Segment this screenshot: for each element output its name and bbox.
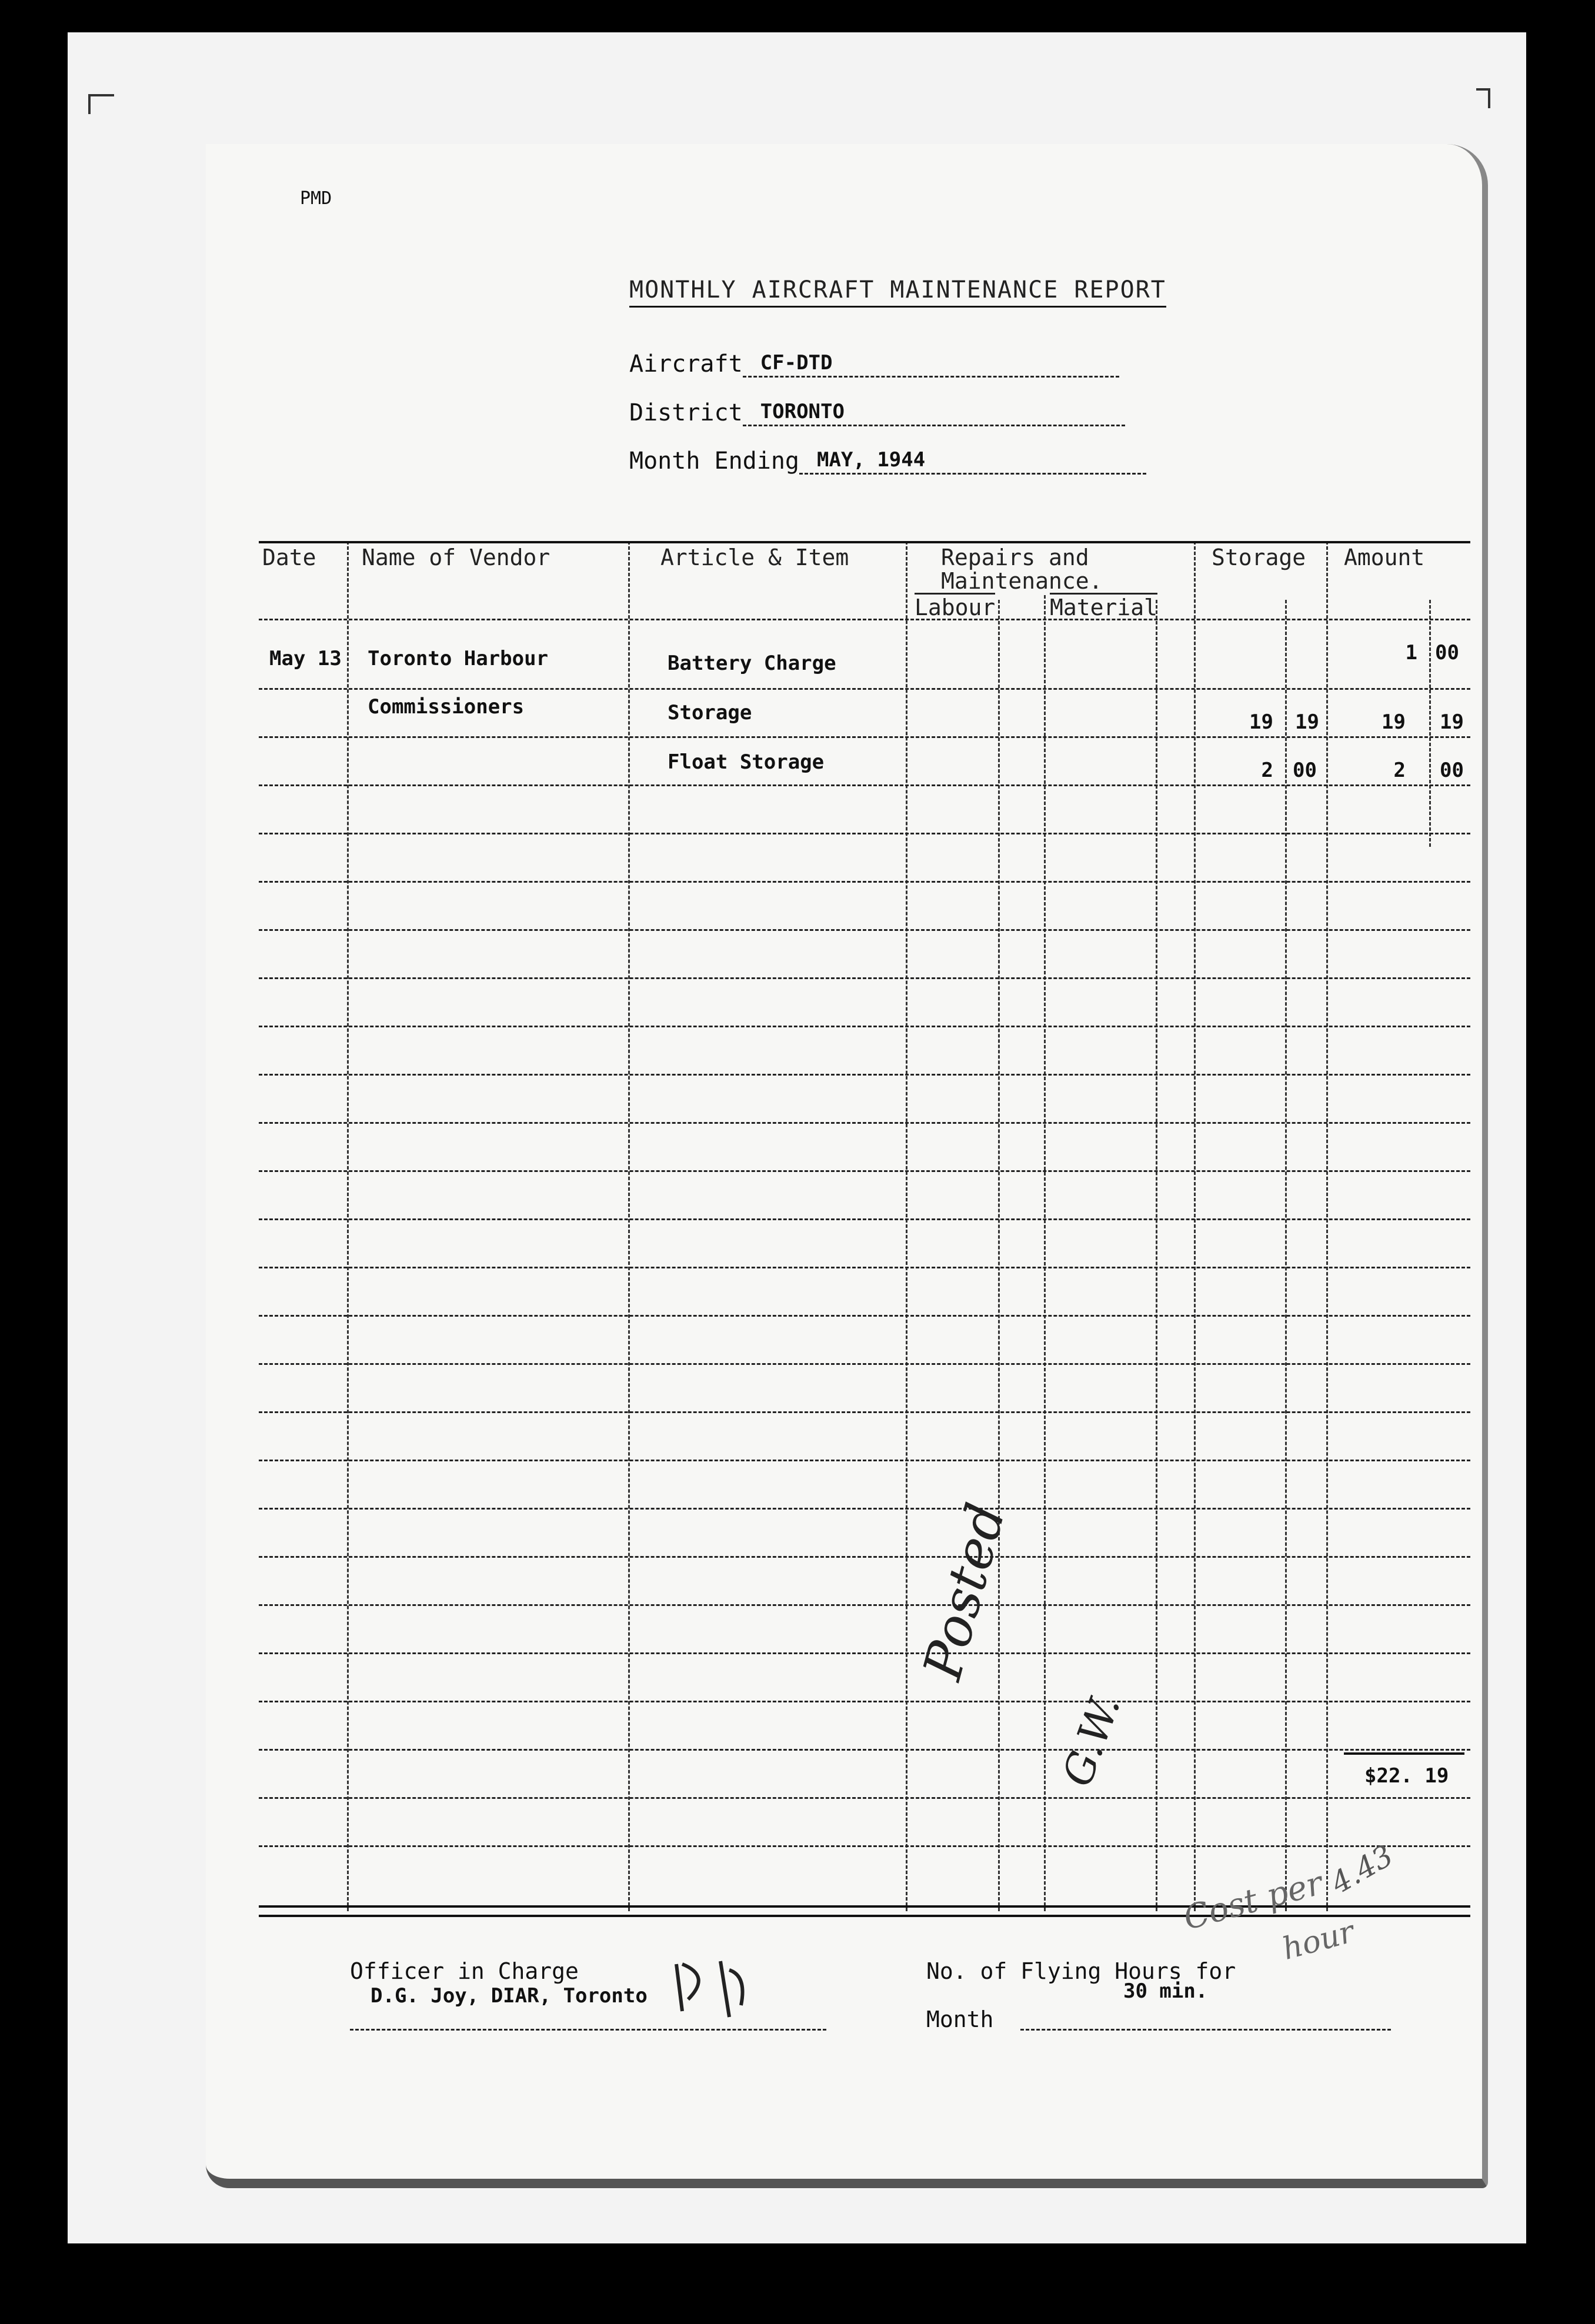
margin-note-line2: hour (1279, 1914, 1358, 1967)
report-title: MONTHLY AIRCRAFT MAINTENANCE REPORT (629, 276, 1166, 308)
officer-name (371, 1982, 648, 2008)
row-rule-13 (259, 1267, 1470, 1268)
col-rule-repairs (1194, 541, 1196, 1911)
row-rule-22 (259, 1701, 1470, 1702)
row-rule-23 (259, 1749, 1470, 1751)
row-rule-6 (259, 929, 1470, 931)
row-rule-12 (259, 1218, 1470, 1220)
district-field (629, 399, 1125, 426)
col-rule-storage-cents (1285, 600, 1287, 1911)
row-rule-19 (259, 1556, 1470, 1558)
posted-initials: G.W. (1053, 1688, 1130, 1793)
district-value: TORONTO (743, 399, 1125, 426)
col-rule-storage (1326, 541, 1328, 1911)
margin-note-line1: Cost per (1179, 1864, 1327, 1938)
crop-mark-top-right (1476, 88, 1490, 108)
header-article: Article & Item (660, 545, 849, 570)
col-rule-article (906, 541, 907, 1911)
table-top-rule (259, 541, 1470, 543)
header-amount: Amount (1344, 545, 1425, 570)
row-rule-21 (259, 1652, 1470, 1654)
header-labour: Labour (915, 593, 995, 620)
row-3-article: Float Storage (668, 750, 825, 774)
aircraft-value: CF-DTD (743, 350, 1119, 378)
row-rule-10 (259, 1122, 1470, 1124)
posted-handwriting: Posted (912, 1497, 1018, 1687)
month-ending-label: Month Ending (629, 448, 799, 475)
maintenance-table (259, 541, 1470, 1967)
col-rule-amount-cents (1429, 600, 1431, 847)
row-rule-18 (259, 1508, 1470, 1510)
col-rule-material-cents (1156, 600, 1157, 1911)
col-rule-vendor (628, 541, 630, 1911)
row-rule-5 (259, 881, 1470, 883)
corner-initials: PMD (300, 188, 332, 209)
month-ending-field (629, 447, 1146, 475)
flying-hours-label: No. of Flying Hours for (926, 1958, 1236, 1984)
header-storage: Storage (1212, 545, 1306, 570)
row-rule-9 (259, 1074, 1470, 1076)
row-rule-16 (259, 1411, 1470, 1413)
row-2-storage-cents: 19 (1295, 710, 1319, 734)
officer-label: Officer in Charge (350, 1958, 579, 1984)
row-rule-1 (259, 688, 1470, 690)
row-rule-17 (259, 1460, 1470, 1461)
row-3-amount-dollars: 2 (1393, 759, 1406, 782)
header-material: Material (1050, 593, 1157, 620)
header-repairs-line2: Maintenance. (941, 568, 1103, 594)
row-rule-2 (259, 736, 1470, 738)
margin-figure: 4.43 (1324, 1838, 1399, 1901)
officer-signature-line (350, 2029, 826, 2031)
district-label: District (629, 399, 743, 426)
aircraft-label: Aircraft (629, 350, 743, 378)
row-1-vendor: Toronto Harbour (368, 647, 549, 670)
total-rule (1344, 1752, 1464, 1755)
row-rule-4 (259, 833, 1470, 834)
total-amount: $22. 19 (1364, 1764, 1449, 1788)
row-1-date: May 13 (269, 647, 342, 670)
flying-hours-month-label: Month (926, 2006, 994, 2032)
month-ending-value: MAY, 1944 (799, 447, 1146, 475)
flying-hours-value-text: 30 min. (1123, 1979, 1208, 2003)
row-1-article: Battery Charge (668, 652, 836, 675)
row-rule-7 (259, 977, 1470, 979)
col-rule-labour (1044, 595, 1046, 1911)
officer-signature-mark (665, 1952, 753, 2023)
row-1-amount-dollars: 1 (1405, 641, 1417, 665)
header-repairs-line1: Repairs and (941, 545, 1089, 570)
header-bottom-rule (259, 619, 1470, 620)
row-rule-11 (259, 1170, 1470, 1172)
row-2-vendor: Commissioners (368, 695, 525, 719)
row-rule-15 (259, 1363, 1470, 1365)
table-bottom-rule-2 (259, 1915, 1470, 1917)
row-3-storage-cents: 00 (1293, 759, 1317, 782)
row-rule-24 (259, 1797, 1470, 1799)
header-vendor: Name of Vendor (362, 545, 550, 570)
header-date: Date (262, 545, 316, 570)
row-rule-20 (259, 1604, 1470, 1606)
row-rule-8 (259, 1026, 1470, 1027)
row-rule-14 (259, 1315, 1470, 1317)
row-1-amount-cents: 00 (1435, 641, 1459, 665)
row-rule-25 (259, 1845, 1470, 1847)
row-2-article: Storage (668, 701, 752, 724)
row-2-storage-dollars: 19 (1249, 710, 1273, 734)
col-rule-labour-cents (998, 600, 1000, 1911)
row-2-amount-cents: 19 (1440, 710, 1464, 734)
crop-mark-top-left (88, 94, 114, 114)
row-2-amount-dollars: 19 (1382, 710, 1406, 734)
flying-hours-line (1020, 2029, 1391, 2031)
row-3-amount-cents: 00 (1440, 759, 1464, 782)
row-3-storage-dollars: 2 (1261, 759, 1273, 782)
row-rule-3 (259, 784, 1470, 786)
col-rule-date (347, 541, 349, 1911)
officer-name-text: D.G. Joy, DIAR, Toronto (371, 1984, 648, 2008)
flying-hours-value (1123, 1977, 1207, 2003)
aircraft-field (629, 350, 1119, 378)
